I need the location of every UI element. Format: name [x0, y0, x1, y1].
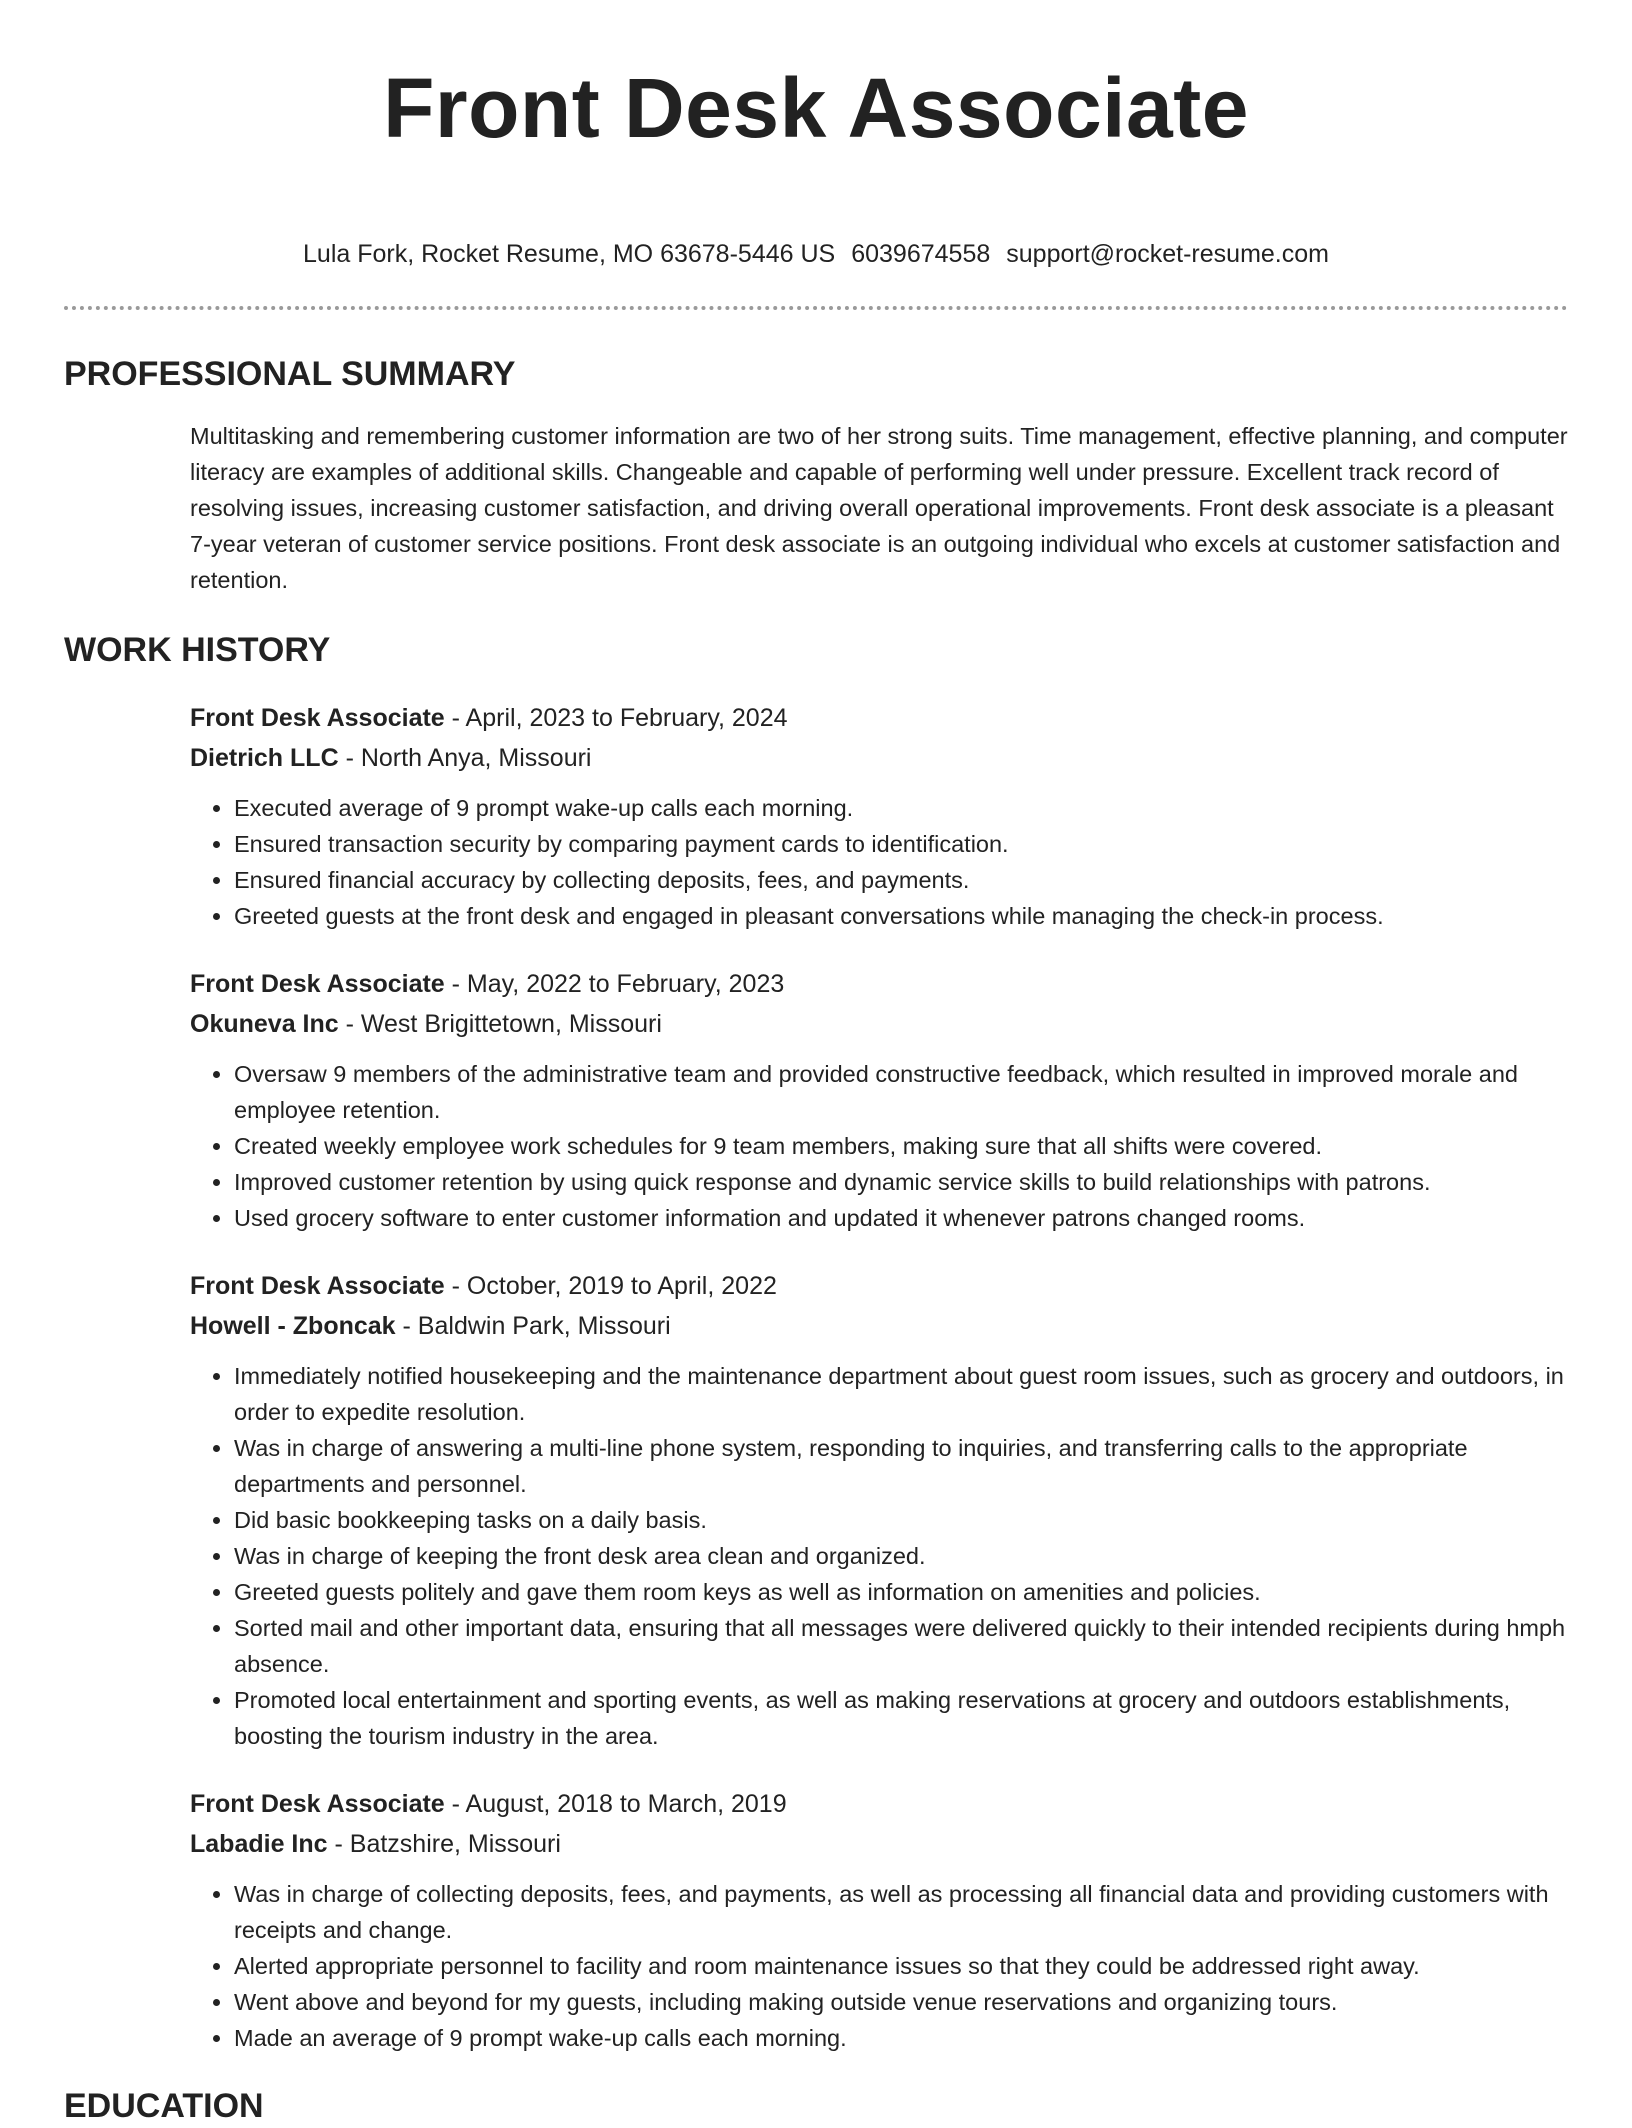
job-dates: - April, 2023 to February, 2024: [444, 704, 788, 732]
job-bullet: • Used grocery software to enter customer information and updated it whenever patrons changed rooms.: [234, 1200, 1568, 1236]
job-location: - Baldwin Park, Missouri: [395, 1312, 671, 1340]
work-history-heading: WORK HISTORY: [64, 631, 331, 669]
resume-header: [64, 0, 1568, 272]
job-company-line: [190, 738, 1568, 778]
job-bullet: • Was in charge of keeping the front desk area clean and organized.: [234, 1538, 1568, 1574]
contact-address: Lula Fork, Rocket Resume, MO 63678-5446 US: [303, 240, 836, 268]
job-title-line: [190, 1266, 1568, 1306]
job-bullets: [190, 1876, 1568, 2056]
job-role: Front Desk Associate: [190, 1272, 445, 1300]
job-bullet: • Alerted appropriate personnel to facility and room maintenance issues so that they could be addressed right away.: [234, 1948, 1568, 1984]
job-bullet: • Sorted mail and other important data, ensuring that all messages were delivered quickly to their intended recipients during hmph absence.: [234, 1610, 1568, 1682]
contact-phone: 6039674558: [851, 240, 991, 268]
job-entry: [190, 964, 1568, 1236]
job-role: Front Desk Associate: [190, 970, 445, 998]
job-company: Okuneva Inc: [190, 1010, 339, 1038]
job-company: Howell - Zboncak: [190, 1312, 396, 1340]
job-location: - Batzshire, Missouri: [327, 1830, 561, 1858]
job-bullet: • Promoted local entertainment and sporting events, as well as making reservations at grocery and outdoors establishments, boosting the tourism industry in the area.: [234, 1682, 1568, 1754]
education-section: [64, 2084, 1568, 2128]
job-company-line: [190, 1004, 1568, 1044]
job-bullet: • Made an average of 9 prompt wake-up calls each morning.: [234, 2020, 1568, 2056]
job-bullet: • Immediately notified housekeeping and the maintenance department about guest room issues, such as grocery and outdoors, in order to expedite resolution.: [234, 1358, 1568, 1430]
job-bullet: • Created weekly employee work schedules for 9 team members, making sure that all shifts were covered.: [234, 1128, 1568, 1164]
job-dates: - May, 2022 to February, 2023: [444, 970, 785, 998]
job-location: - West Brigittetown, Missouri: [338, 1010, 662, 1038]
job-role: Front Desk Associate: [190, 704, 445, 732]
work-history-section: [64, 628, 1568, 2056]
job-title-line: [190, 698, 1568, 738]
job-company-line: [190, 1306, 1568, 1346]
job-title-line: [190, 964, 1568, 1004]
education-heading: EDUCATION: [64, 2087, 264, 2125]
job-list: [64, 698, 1568, 2056]
job-company: Dietrich LLC: [190, 744, 339, 772]
job-bullet: • Was in charge of collecting deposits, fees, and payments, as well as processing all financial data and providing customers with receipts and change.: [234, 1876, 1568, 1948]
job-company-line: [190, 1824, 1568, 1864]
job-company: Labadie Inc: [190, 1830, 328, 1858]
summary-section: [64, 352, 1568, 598]
job-bullets: [190, 1358, 1568, 1754]
job-title-line: [190, 1784, 1568, 1824]
job-dates: - October, 2019 to April, 2022: [444, 1272, 777, 1300]
job-bullet: • Ensured transaction security by comparing payment cards to identification.: [234, 826, 1568, 862]
job-dates: - August, 2018 to March, 2019: [444, 1790, 787, 1818]
job-bullets: [190, 790, 1568, 934]
job-bullet: • Greeted guests at the front desk and engaged in pleasant conversations while managing the check-in process.: [234, 898, 1568, 934]
job-bullet: • Was in charge of answering a multi-line phone system, responding to inquiries, and transferring calls to the appropriate departments and personnel.: [234, 1430, 1568, 1502]
job-bullets: [190, 1056, 1568, 1236]
header-divider: [64, 306, 1568, 310]
job-role: Front Desk Associate: [190, 1790, 445, 1818]
summary-text: Multitasking and remembering customer information are two of her strong suits. Time management, effective planning, and computer literacy are examples of additional skills. Changeable and capable of performing well under pressure. Excellent track record of resolving issues, increasing customer satisfaction, and driving overall operational improvements. Front desk associate is a pleasant 7-year veteran of customer service positions. Front desk associate is an outgoing individual who excels at customer satisfaction and retention.: [190, 423, 1568, 593]
job-entry: [190, 1784, 1568, 2056]
job-bullet: • Did basic bookkeeping tasks on a daily basis.: [234, 1502, 1568, 1538]
job-entry: [190, 698, 1568, 934]
resume-title: Front Desk Associate: [383, 61, 1249, 155]
job-bullet: • Ensured financial accuracy by collecting deposits, fees, and payments.: [234, 862, 1568, 898]
contact-line: [64, 236, 1568, 272]
job-location: - North Anya, Missouri: [338, 744, 592, 772]
contact-email: support@rocket-resume.com: [1006, 240, 1329, 268]
job-bullet: • Oversaw 9 members of the administrative team and provided constructive feedback, which resulted in improved morale and employee retention.: [234, 1056, 1568, 1128]
job-bullet: • Executed average of 9 prompt wake-up calls each morning.: [234, 790, 1568, 826]
job-bullet: • Greeted guests politely and gave them room keys as well as information on amenities and policies.: [234, 1574, 1568, 1610]
summary-heading: PROFESSIONAL SUMMARY: [64, 355, 516, 393]
job-bullet: • Improved customer retention by using quick response and dynamic service skills to build relationships with patrons.: [234, 1164, 1568, 1200]
job-entry: [190, 1266, 1568, 1754]
job-bullet: • Went above and beyond for my guests, including making outside venue reservations and organizing tours.: [234, 1984, 1568, 2020]
